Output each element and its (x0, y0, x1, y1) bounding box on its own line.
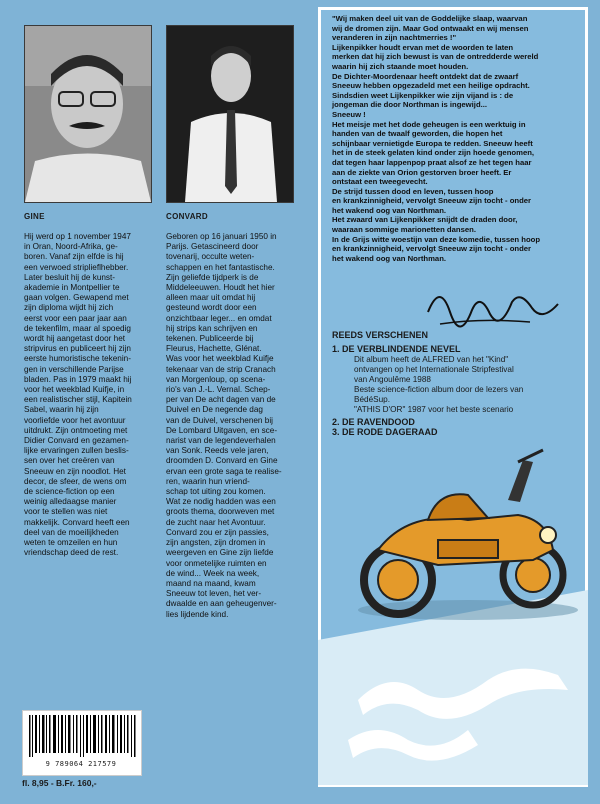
gine-portrait-image (25, 26, 151, 202)
convard-caption: CONVARD (166, 212, 208, 221)
work-title: 3. DE RODE DAGERAAD (332, 427, 438, 437)
work-title: 2. DE RAVENDOOD (332, 417, 415, 427)
price-label: fl. 8,95 - B.Fr. 160,- (22, 778, 97, 788)
snow-motorcycle-illustration (318, 440, 588, 785)
list-item (332, 417, 582, 427)
signature-drawing (420, 272, 570, 342)
convard-portrait-image (167, 26, 293, 202)
synopsis-text: "Wij maken deel uit van de Goddelijke slaap, waarvan wij de dromen zijn. Maar God ontwaakt en wij mensen veranderen in zijn nachtmerries !" Lijkenpikker houdt ervan met de woorden te laten merken dat hij zich bewust is van de ontredderde wereld waarin hij zich staande moet houden. De Dichter-Moordenaar heeft ontdekt dat de zwaarf Sneeuw hebben opgezadeld met een heilige opdracht. Sindsdien weet Lijkenpikker wie zijn vijand is : de jongeman die door Northman is ingewijd... Sneeuw ! Het meisje met het dode geheugen is een werktuig in handen van de twaalf geworden, die hopen het schijnbaar vernietigde Europa te redden. Sneeuw heeft het in de steek gelaten kind onder zijn hoede genomen, dat tegen haar lappenpop praat alsof ze het tegen haar aan de ziekte van Orion gestorven broer heeft. Er ontstaat een tweegevecht. De strijd tussen dood en leven, tussen hoop en krankzinnigheid, vervolgt Sneeuw zijn tocht - onder het wakend oog van Northman. Het zwaard van Lijkenpikker snijdt de draden door, waaraan sommige marionetten dansen. In de Grijs witte woestijn van deze komedie, tussen hoop en krankzinnigheid, vervolgt Sneeuw zijn tocht - onder het wakend oog van Northman. (332, 14, 541, 263)
isbn-number: 9 789064 217579 (45, 760, 117, 768)
convard-biography: Geboren op 16 januari 1950 in Parijs. Getascineerd door tovenarij, occulte weten- schappen en het fantastische. Zijn geliefde tijdperk is de Middeleeuwen. Houdt het hier alleen maar uit omdat hij gesteund wordt door een onzichtbaar leger... en omdat hij strips kan schrijven en tekenen. Publiceerde bij Fleurus, Hachette, Glénat. Was voor het weekblad Kuifje tekenaar van de strip Cranach van Morgenloup, op scena- rio's van J.-L. Vernal. Schep- per van De acht dagen van de Duivel en De negende dag van de Duivel, verschenen bij De Lombard Uitgaven, en sce- narist van de legendeverhalen van Sonk. Reeds vele jaren, droomden D. Convard en Gine ervan een grote saga te realise- ren, waarin hun vriend- schap tot uiting zou komen. Wat ze nodig hadden was een groots thema, doorweven met de zucht naar het Avontuur. Convard zou er zijn passies, zijn angsten, zijn dromen in weergeven en Gine zijn liefde voor onmetelijke ruimten en de wind... Week na week, maand na maand, kwam Sneeuw tot leven, het ver- dwaalde en aan geheugenver- lies lijdende kind. (166, 232, 282, 619)
gine-caption: GINE (24, 212, 45, 221)
barcode-bars (23, 711, 141, 759)
published-works-list (332, 344, 582, 437)
gine-portrait-photo (24, 25, 152, 203)
convard-portrait-photo (166, 25, 294, 203)
work-title: 1. DE VERBLINDENDE NEVEL (332, 344, 461, 354)
work-description: Dit album heeft de ALFRED van het "Kind" ontvangen op het Internationale Stripfestival van Angoulême 1988 Beste science-fiction album door de lezers van BédéSup. "ATHIS D'OR" 1987 voor het beste scenario (354, 355, 524, 414)
reeds-verschenen-heading: REEDS VERSCHENEN (332, 330, 429, 340)
list-item (332, 344, 582, 415)
list-item (332, 427, 582, 437)
gine-biography: Hij werd op 1 november 1947 in Oran, Noord-Afrika, ge- boren. Vanaf zijn elfde is hij een verwoed striplieflhebber. Later besluit hij de kunst- akademie in Montpellier te gaan volgen. Gewapend met zijn diploma wijdt hij zich eerst voor een paar jaar aan de tekenfilm, maar al spoedig wordt hij aangetast door het stripvirus en publiceert hij zijn eerste humoristische tekenin- gen in verschillende Parijse bladen. Pas in 1979 maakt hij voor het weekblad Kuifje, in een realistischer stijl, Kapitein Sabel, waarin hij zijn voorliefde voor het avontuur uitdrukt. Zijn ontmoeting met Didier Convard en gezamen- lijke ervaringen zullen beslis- sen over het creëren van Sneeuw en zijn noodlot. Het decor, de sfeer, de wens om de science-fiction op een weinig alledaagse manier voor te stellen was niet makkelijk. Convard heeft een deel van de moeilijkheden weten te omzeilen en hun vriendschap deed de rest. (24, 232, 132, 558)
